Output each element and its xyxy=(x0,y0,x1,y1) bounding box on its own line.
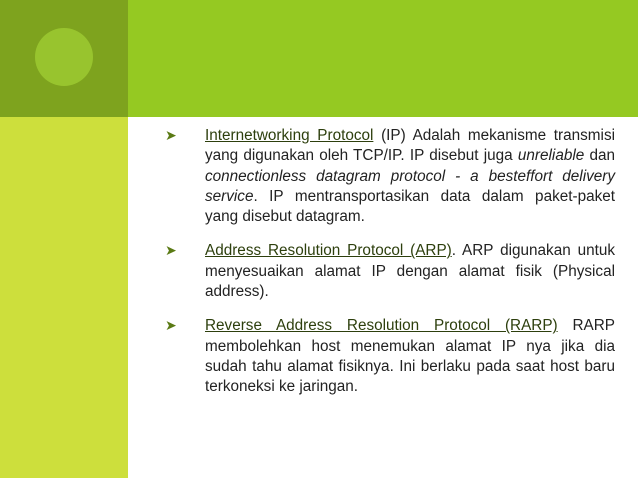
desc-part: . ARP digunakan untuk menyesuaikan alamat IP dengan alamat fisik (Physical address). xyxy=(205,242,615,301)
desc-part: . IP mentransportasikan data dalam paket-paket yang disebut datagram. xyxy=(205,187,615,226)
arrow-bullet-icon: ➤ xyxy=(165,318,177,335)
list-item-rarp xyxy=(165,316,615,397)
list-item-ip xyxy=(165,126,615,227)
arrow-bullet-icon: ➤ xyxy=(165,128,177,144)
arrow-bullet-icon: ➤ xyxy=(165,243,177,260)
top-banner xyxy=(128,0,638,117)
italic-term: unreliable xyxy=(517,147,585,165)
italic-term: connectionless datagram protocol - a besteffort delivery service xyxy=(205,167,615,205)
item-text xyxy=(205,241,615,302)
term-rarp: Reverse Address Resolution Protocol (RARP) xyxy=(205,317,558,335)
decorative-circle xyxy=(35,28,93,86)
item-text xyxy=(205,316,615,397)
term-ip: Internetworking Protocol xyxy=(205,127,374,144)
item-text xyxy=(205,126,615,227)
term-arp: Address Resolution Protocol (ARP) xyxy=(205,242,452,260)
desc-part: RARP membolehkan host menemukan alamat IP nya jika dia sudah tahu alamat fisiknya. Ini berlaku pada saat host baru terkoneksi ke jaringan. xyxy=(205,317,615,396)
desc-part: dan xyxy=(584,147,615,165)
bullet-list xyxy=(165,126,615,398)
left-column-lime-block xyxy=(0,117,128,478)
desc-part: (IP) Adalah mekanisme transmisi yang digunakan oleh TCP/IP. IP disebut juga xyxy=(205,127,615,165)
list-item-arp xyxy=(165,241,615,302)
